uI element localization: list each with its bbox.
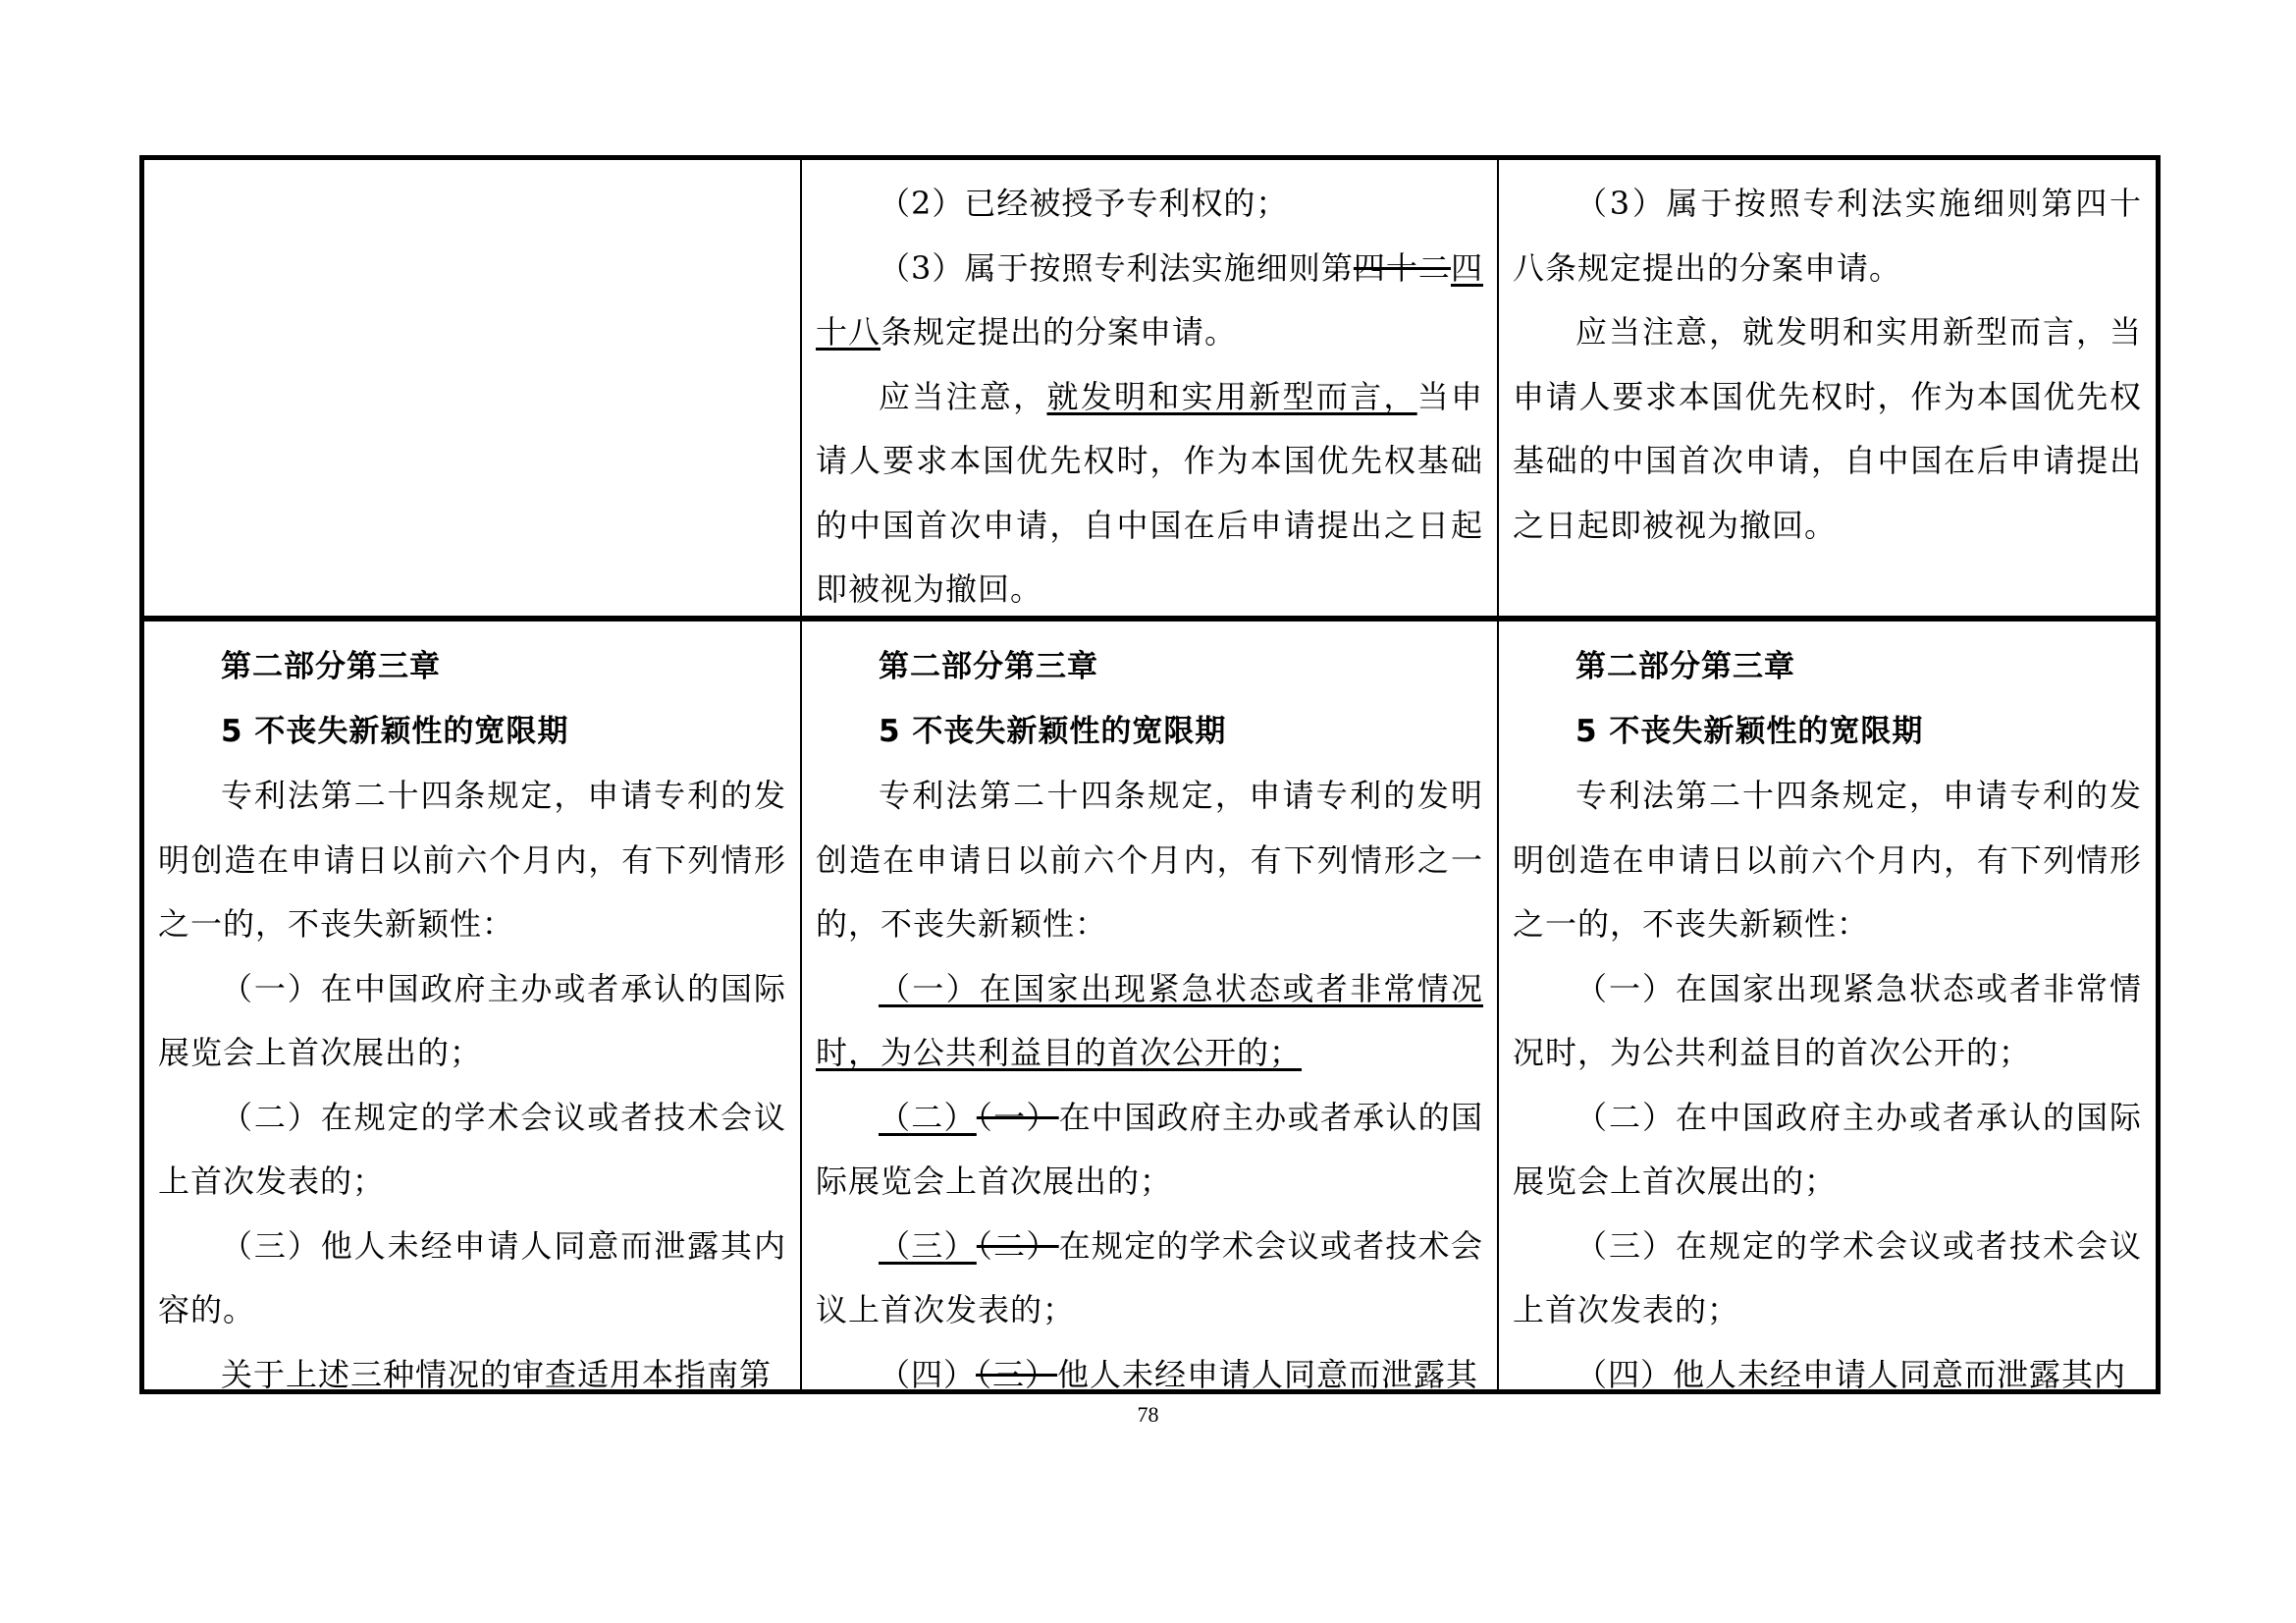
section-subheading: 5 不丧失新颖性的宽限期: [221, 713, 569, 749]
cell-revised-clean: [1497, 160, 2156, 616]
paragraph: （三）在规定的学术会议或者技术会议上首次发表的；: [1513, 1226, 2142, 1328]
inserted-text: 四十八: [816, 248, 1483, 351]
paragraph: （三）（二）在规定的学术会议或者技术会议上首次发表的；: [816, 1226, 1483, 1328]
section-heading: 第二部分第三章: [879, 649, 1098, 684]
paragraph: （一）在国家出现紧急状态或者非常情况时，为公共利益目的首次公开的；: [1513, 969, 2142, 1071]
paragraph: （3）属于按照专利法实施细则第四十二四十八条规定提出的分案申请。: [816, 248, 1483, 351]
paragraph: 专利法第二十四条规定，申请专利的发明创造在申请日以前六个月内，有下列情形之一的，不丧失新颖性：: [158, 777, 786, 943]
paragraph: 专利法第二十四条规定，申请专利的发明创造在申请日以前六个月内，有下列情形之一的，不丧失新颖性：: [816, 777, 1483, 943]
table-row: [144, 616, 2156, 1389]
paragraph: 应当注意，就发明和实用新型而言，当申请人要求本国优先权时，作为本国优先权基础的中国首次申请，自中国在后申请提出之日起即被视为撤回。: [1513, 313, 2142, 544]
section-subheading: 5 不丧失新颖性的宽限期: [1575, 713, 1924, 749]
paragraph: （一）在中国政府主办或者承认的国际展览会上首次展出的；: [158, 969, 786, 1071]
deleted-text: （三）: [976, 1355, 1058, 1389]
paragraph: 应当注意，就发明和实用新型而言，当申请人要求本国优先权时，作为本国优先权基础的中国首次申请，自中国在后申请提出之日起即被视为撤回。: [816, 377, 1483, 608]
cell-original-text: [144, 622, 800, 1389]
paragraph: （四）（三）他人未经申请人同意而泄露其: [816, 1343, 1483, 1390]
paragraph: [816, 957, 1483, 1086]
deleted-text: （二）: [976, 1226, 1059, 1265]
inserted-text: （三）: [879, 1226, 977, 1265]
deleted-text: 四十二: [1353, 248, 1451, 287]
cell-revised-markup: [800, 160, 1497, 616]
deleted-text: （一）: [976, 1098, 1059, 1136]
paragraph: （3）属于按照专利法实施细则第四十八条规定提出的分案申请。: [1513, 185, 2142, 287]
section-heading: 第二部分第三章: [1575, 649, 1795, 684]
cell-revised-markup: [800, 622, 1497, 1389]
comparison-table: [139, 155, 2161, 1394]
section-subheading: 5 不丧失新颖性的宽限期: [879, 713, 1227, 749]
inserted-text: （一）在国家出现紧急状态或者非常情况时，为公共利益目的首次公开的；: [816, 969, 1483, 1071]
section-heading: 第二部分第三章: [221, 649, 441, 684]
paragraph: 关于上述三种情况的审查适用本指南第: [221, 1355, 773, 1389]
cell-revised-clean: [1497, 622, 2156, 1389]
paragraph: （二）在中国政府主办或者承认的国际展览会上首次展出的；: [1513, 1098, 2142, 1200]
paragraph: 专利法第二十四条规定，申请专利的发明创造在申请日以前六个月内，有下列情形之一的，不丧失新颖性：: [1513, 777, 2142, 943]
paragraph: （三）他人未经申请人同意而泄露其内容的。: [158, 1226, 786, 1328]
inserted-text: 就发明和实用新型而言，: [1046, 377, 1417, 415]
page-number: 78: [1137, 1402, 1159, 1427]
paragraph: （四）他人未经申请人同意而泄露其内: [1575, 1355, 2127, 1389]
paragraph: （二）在规定的学术会议或者技术会议上首次发表的；: [158, 1098, 786, 1200]
paragraph: （二）（一）在中国政府主办或者承认的国际展览会上首次展出的；: [816, 1098, 1483, 1200]
cell-original-text: [144, 160, 800, 616]
table-row: [144, 160, 2156, 616]
inserted-text: （二）: [879, 1098, 977, 1136]
inserted-text: （四）: [879, 1355, 977, 1389]
paragraph: （2）已经被授予专利权的；: [879, 185, 1289, 222]
